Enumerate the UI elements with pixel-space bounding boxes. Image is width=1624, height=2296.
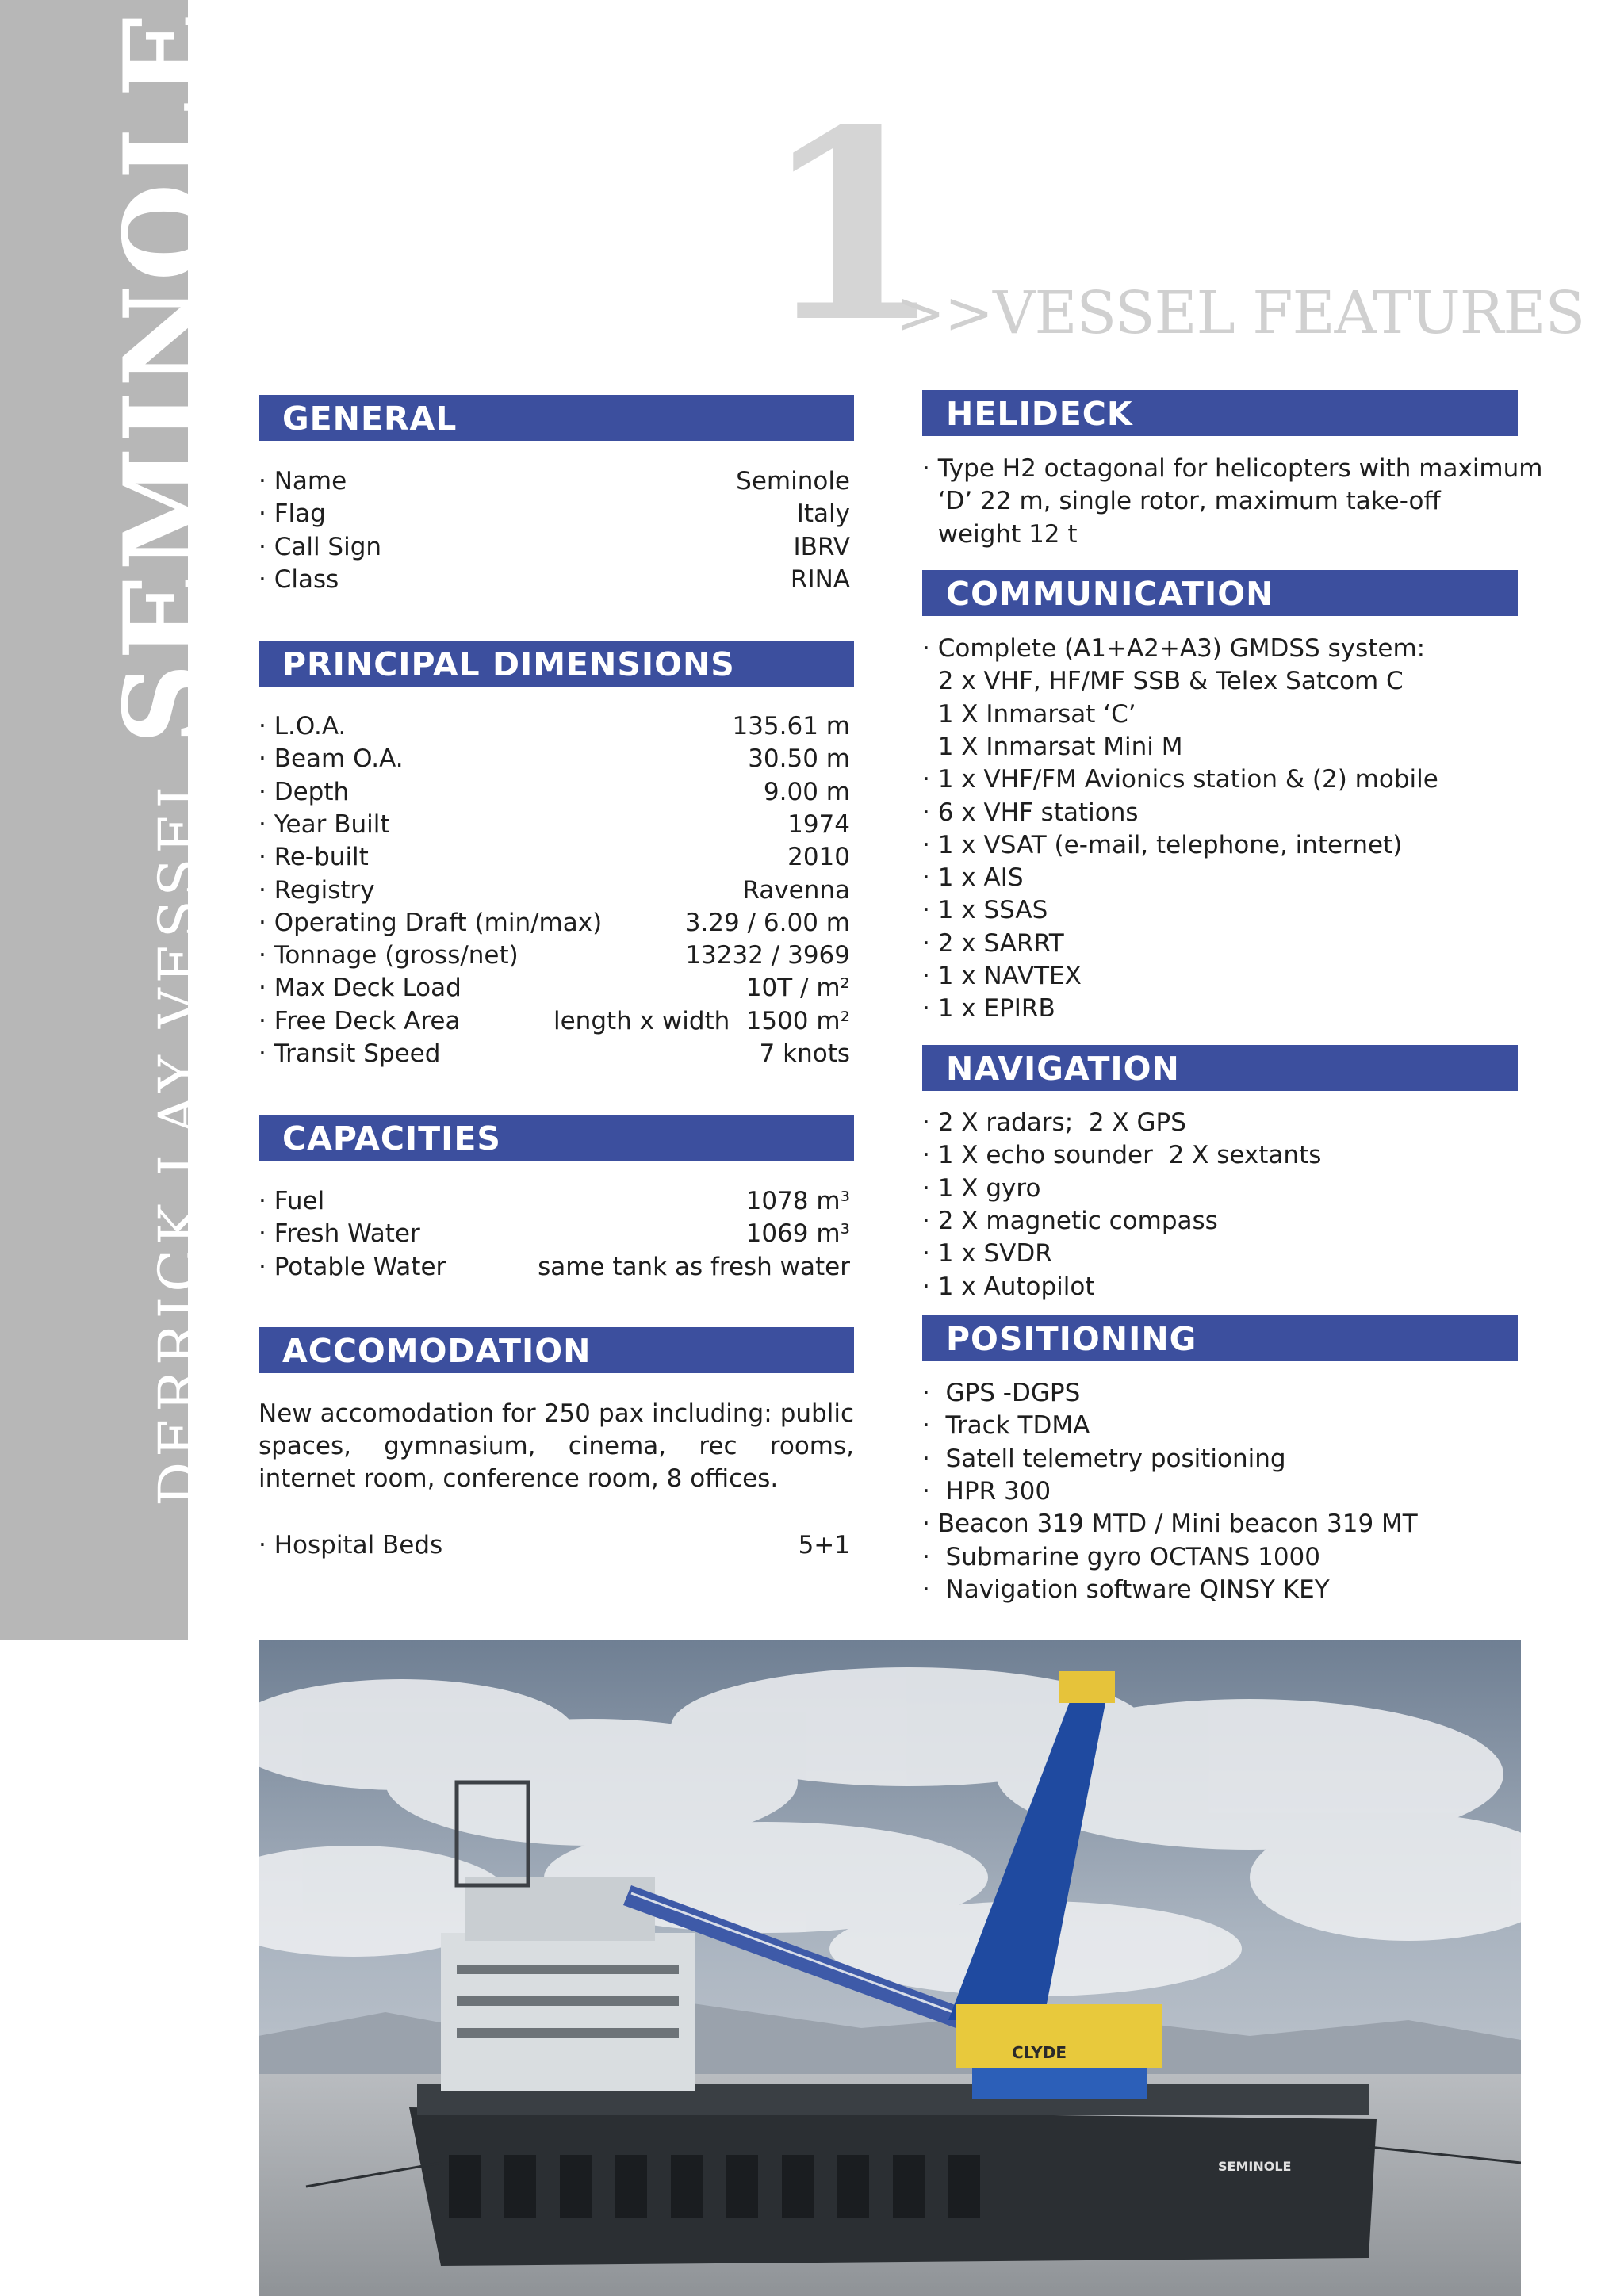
- spec-row: [259, 907, 850, 939]
- list-item: 1 X Inmarsat Mini M: [922, 732, 1183, 761]
- list-item: · 1 x AIS: [922, 863, 1024, 893]
- spec-label: · Fuel: [259, 1187, 325, 1215]
- sidebar-band: [0, 0, 232, 1640]
- spec-row: [259, 776, 850, 809]
- list-item: · 1 x EPIRB: [922, 994, 1055, 1024]
- spec-label: · Flag: [259, 499, 326, 529]
- spec-label: · Class: [259, 564, 339, 594]
- spec-value: 1078 m³: [745, 1187, 850, 1215]
- spec-value: 1069 m³: [745, 1219, 850, 1249]
- list-item: · 2 X magnetic compass: [922, 1206, 1218, 1235]
- spec-value: 10T / m²: [745, 974, 850, 1003]
- list-item: · Navigation software QINSY KEY: [922, 1575, 1330, 1604]
- spec-label: · Max Deck Load: [259, 974, 462, 1003]
- list-item: · 2 x SARRT: [922, 928, 1064, 958]
- spec-value: 1974: [787, 809, 850, 839]
- list-item: 1 X Inmarsat ‘C’: [922, 699, 1136, 729]
- spec-value: same tank as fresh water: [538, 1252, 850, 1281]
- list-item: · Satell telemetry positioning: [922, 1444, 1286, 1473]
- list-item: · Complete (A1+A2+A3) GMDSS system:: [922, 634, 1426, 663]
- spec-row: [259, 531, 850, 564]
- spec-row: [259, 1038, 850, 1070]
- spec-value: 135.61 m: [732, 712, 850, 740]
- spec-label: · Beam O.A.: [259, 744, 404, 774]
- list-item: · GPS -DGPS: [922, 1379, 1081, 1407]
- spec-row: [259, 1218, 850, 1250]
- list-item: 2 x VHF, HF/MF SSB & Telex Satcom C: [922, 667, 1404, 696]
- list-item: weight 12 t: [922, 519, 1078, 549]
- list-item: · Beacon 319 MTD / Mini beacon 319 MT: [922, 1510, 1418, 1539]
- spec-value: 5+1: [798, 1531, 850, 1559]
- spec-row: [259, 1251, 850, 1284]
- spec-row: [259, 972, 850, 1004]
- spec-value: 30.50 m: [748, 744, 850, 774]
- capacities-header: CAPACITIES: [259, 1115, 854, 1161]
- spec-row: [259, 710, 850, 743]
- accomodation-header: ACCOMODATION: [259, 1327, 854, 1373]
- spec-label: · Transit Speed: [259, 1039, 441, 1068]
- spec-row: [259, 1529, 850, 1562]
- spec-label: · Fresh Water: [259, 1219, 420, 1249]
- spec-value: Italy: [796, 499, 850, 529]
- spec-value: 9.00 m: [763, 777, 850, 806]
- spec-row: [259, 939, 850, 972]
- spec-row: [259, 743, 850, 775]
- positioning-header: POSITIONING: [922, 1315, 1518, 1361]
- spec-note: length x width: [553, 1006, 730, 1035]
- list-item: · 1 x VSAT (e-mail, telephone, internet): [922, 830, 1403, 859]
- spec-label: · Free Deck Area: [259, 1006, 461, 1035]
- sidebar-vertical-title: [94, 9, 232, 1506]
- section-title: >>VESSEL FEATURES: [896, 279, 1585, 347]
- crane-brand-label: CLYDE: [1012, 2043, 1067, 2062]
- spec-label: · L.O.A.: [259, 712, 347, 740]
- vessel-photo: [259, 1640, 1521, 2296]
- section-number: 1: [761, 72, 944, 380]
- spec-row: [259, 841, 850, 874]
- list-item: · Track TDMA: [922, 1411, 1090, 1441]
- list-item: · 1 x NAVTEX: [922, 962, 1082, 990]
- list-item: · 1 X echo sounder 2 X sextants: [922, 1141, 1322, 1170]
- spec-row: [259, 498, 850, 530]
- spec-label: · Hospital Beds: [259, 1531, 443, 1559]
- list-item: · 1 X gyro: [922, 1173, 1041, 1203]
- spec-value: Ravenna: [742, 875, 850, 905]
- list-item: · 6 x VHF stations: [922, 798, 1139, 827]
- spec-value: 7 knots: [759, 1039, 850, 1068]
- navigation-header: NAVIGATION: [922, 1045, 1518, 1091]
- vessel-type-label: DERRICK LAY VESSEL: [147, 767, 212, 1506]
- accomodation-description: New accomodation for 250 pax including: public spaces, gymnasium, cinema, rec rooms, internet room, conference room, 8 offices.: [259, 1399, 854, 1493]
- spec-label: · Potable Water: [259, 1252, 446, 1281]
- spec-row: [259, 564, 850, 596]
- spec-label: · Name: [259, 467, 347, 496]
- spec-label: · Call Sign: [259, 532, 382, 561]
- spec-row: [259, 465, 850, 498]
- spec-label: · Year Built: [259, 809, 390, 839]
- list-item: · Type H2 octagonal for helicopters with maximum: [922, 454, 1543, 483]
- spec-row: [259, 809, 850, 841]
- list-item: · 1 x Autopilot: [922, 1272, 1095, 1301]
- spec-row: [259, 1005, 850, 1038]
- spec-row: [259, 874, 850, 907]
- spec-label: · Re-built: [259, 843, 369, 872]
- spec-value: 13232 / 3969: [685, 941, 850, 970]
- spec-row: [259, 1185, 850, 1218]
- list-item: · HPR 300: [922, 1476, 1051, 1506]
- spec-label: · Tonnage (gross/net): [259, 941, 519, 970]
- list-item: · Submarine gyro OCTANS 1000: [922, 1542, 1320, 1571]
- spec-value: 3.29 / 6.00 m: [684, 908, 850, 937]
- helideck-header: HELIDECK: [922, 390, 1518, 436]
- spec-value: RINA: [790, 564, 850, 594]
- list-item: · 1 x SVDR: [922, 1239, 1052, 1269]
- list-item: · 1 x SSAS: [922, 896, 1048, 925]
- spec-label: · Operating Draft (min/max): [259, 908, 603, 937]
- spec-value: 2010: [787, 843, 850, 872]
- spec-value: IBRV: [793, 532, 850, 561]
- list-item: · 2 X radars; 2 X GPS: [922, 1108, 1186, 1137]
- hull-name-label: SEMINOLE: [1218, 2159, 1292, 2174]
- spec-label: · Depth: [259, 777, 350, 806]
- communication-header: COMMUNICATION: [922, 570, 1518, 616]
- list-item: · 1 x VHF/FM Avionics station & (2) mobile: [922, 765, 1438, 794]
- list-item: ‘D’ 22 m, single rotor, maximum take-off: [922, 487, 1441, 516]
- vessel-name-title: SEMINOLE: [100, 9, 232, 745]
- spec-label: · Registry: [259, 875, 375, 905]
- spec-value: 1500 m²: [745, 1006, 850, 1035]
- spec-value: Seminole: [736, 467, 850, 496]
- general-header: GENERAL: [259, 395, 854, 441]
- dimensions-header: PRINCIPAL DIMENSIONS: [259, 641, 854, 687]
